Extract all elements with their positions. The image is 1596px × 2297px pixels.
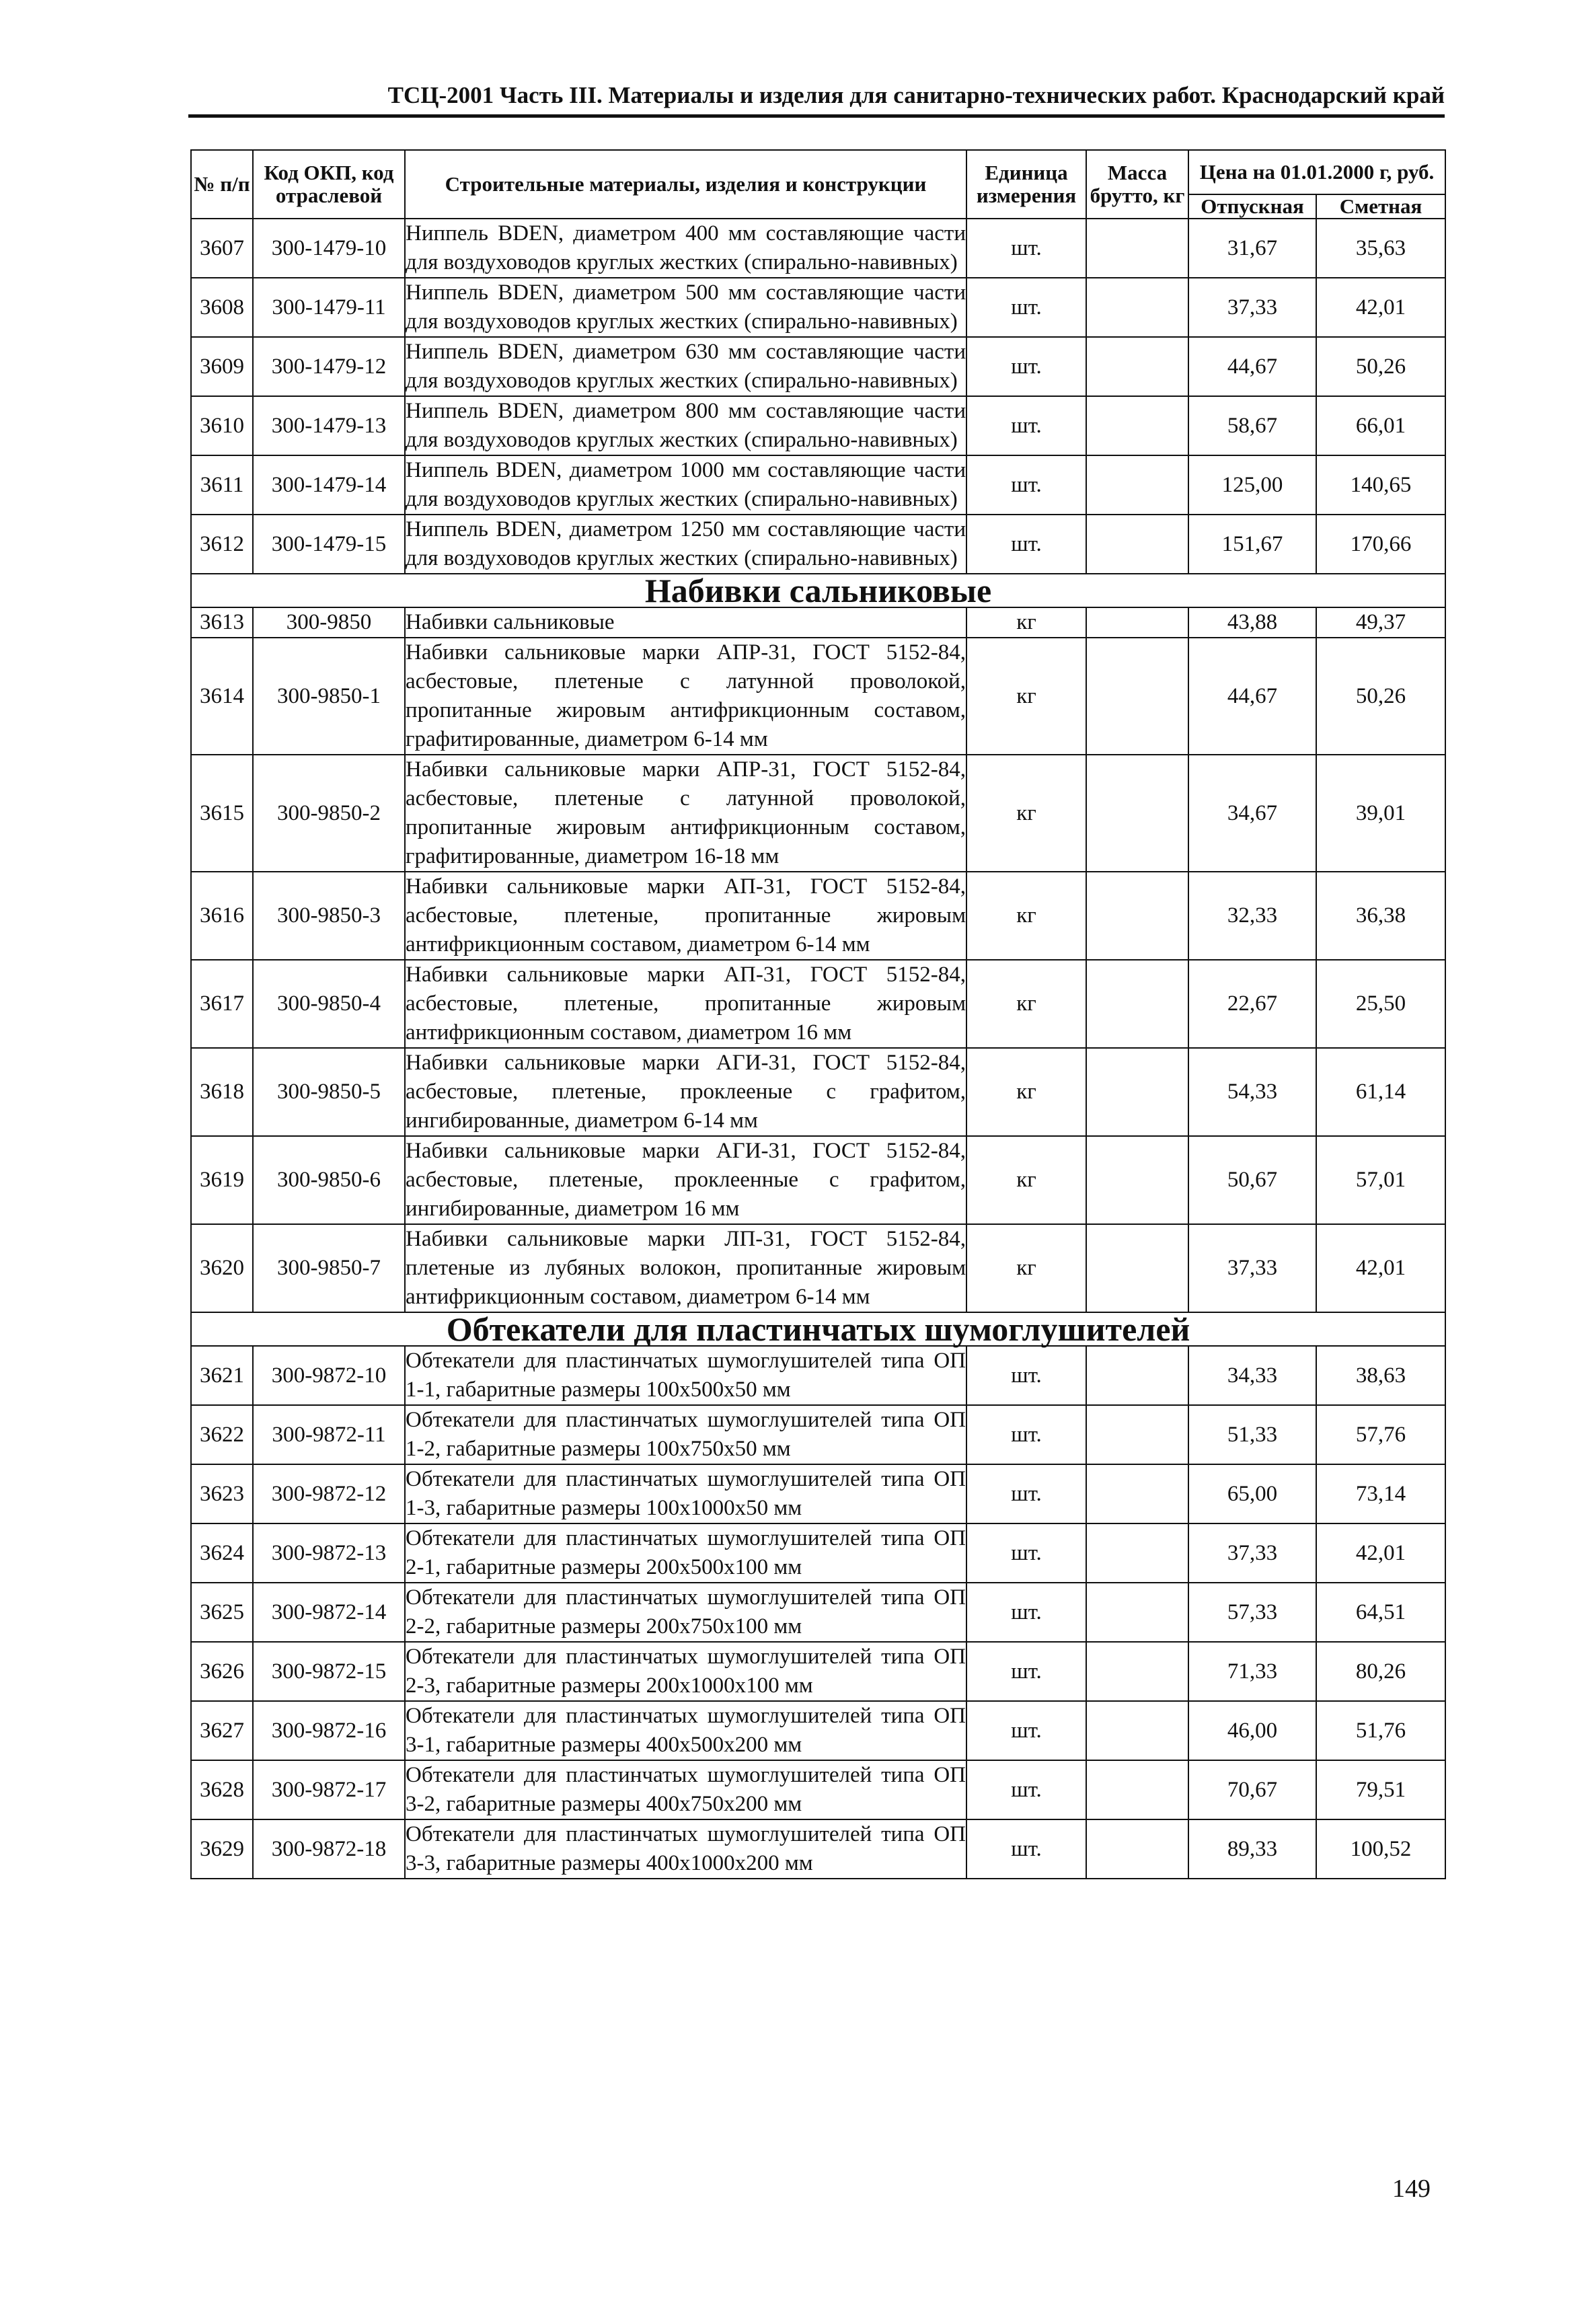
material-name: Набивки сальниковые марки АП-31, ГОСТ 5152-84, асбестовые, плетеные, пропитанные жировым антифрикционным составом, диаметром 16 мм (405, 960, 966, 1048)
table-row (191, 455, 1445, 515)
release-price: 151,67 (1188, 515, 1316, 574)
table-row (191, 1346, 1445, 1405)
release-price: 44,67 (1188, 337, 1316, 396)
material-name: Обтекатели для пластинчатых шумоглушителей типа ОП 2-3, габаритные размеры 200х1000х100 мм (405, 1642, 966, 1701)
table-row (191, 872, 1445, 960)
okp-code: 300-9872-12 (253, 1464, 405, 1523)
row-number: 3627 (191, 1701, 253, 1760)
section-title: Набивки сальниковые (191, 574, 1445, 607)
row-number: 3621 (191, 1346, 253, 1405)
estimate-price: 42,01 (1316, 1523, 1445, 1583)
material-name: Ниппель BDEN, диаметром 630 мм составляющие части для воздуховодов круглых жестких (спирально-навивных) (405, 337, 966, 396)
mass-cell (1086, 337, 1188, 396)
row-number: 3610 (191, 396, 253, 455)
row-number: 3608 (191, 278, 253, 337)
mass-cell (1086, 396, 1188, 455)
row-number: 3625 (191, 1583, 253, 1642)
release-price: 37,33 (1188, 278, 1316, 337)
col-header-release: Отпускная (1188, 194, 1316, 219)
mass-cell (1086, 872, 1188, 960)
mass-cell (1086, 1760, 1188, 1819)
estimate-price: 57,76 (1316, 1405, 1445, 1464)
release-price: 125,00 (1188, 455, 1316, 515)
mass-cell (1086, 1642, 1188, 1701)
okp-code: 300-9850-1 (253, 638, 405, 755)
table-row (191, 515, 1445, 574)
row-number: 3616 (191, 872, 253, 960)
release-price: 34,67 (1188, 755, 1316, 872)
table-row (191, 1642, 1445, 1701)
okp-code: 300-9872-16 (253, 1701, 405, 1760)
section-title: Обтекатели для пластинчатых шумоглушителей (191, 1312, 1445, 1346)
release-price: 65,00 (1188, 1464, 1316, 1523)
table-row (191, 1523, 1445, 1583)
release-price: 58,67 (1188, 396, 1316, 455)
okp-code: 300-1479-14 (253, 455, 405, 515)
okp-code: 300-9872-10 (253, 1346, 405, 1405)
row-number: 3628 (191, 1760, 253, 1819)
estimate-price: 61,14 (1316, 1048, 1445, 1136)
unit-cell: шт. (966, 337, 1086, 396)
okp-code: 300-9872-13 (253, 1523, 405, 1583)
release-price: 89,33 (1188, 1819, 1316, 1879)
mass-cell (1086, 1346, 1188, 1405)
release-price: 22,67 (1188, 960, 1316, 1048)
material-name: Обтекатели для пластинчатых шумоглушителей типа ОП 1-3, габаритные размеры 100х1000х50 мм (405, 1464, 966, 1523)
unit-cell: кг (966, 1224, 1086, 1312)
mass-cell (1086, 1583, 1188, 1642)
okp-code: 300-1479-13 (253, 396, 405, 455)
row-number: 3614 (191, 638, 253, 755)
col-header-mass: Масса брутто, кг (1086, 150, 1188, 219)
col-header-name: Строительные материалы, изделия и конструкции (405, 150, 966, 219)
estimate-price: 35,63 (1316, 219, 1445, 278)
material-name: Обтекатели для пластинчатых шумоглушителей типа ОП 3-2, габаритные размеры 400х750х200 мм (405, 1760, 966, 1819)
material-name: Обтекатели для пластинчатых шумоглушителей типа ОП 3-3, габаритные размеры 400х1000х200 мм (405, 1819, 966, 1879)
release-price: 70,67 (1188, 1760, 1316, 1819)
estimate-price: 79,51 (1316, 1760, 1445, 1819)
unit-cell: шт. (966, 1760, 1086, 1819)
material-name: Набивки сальниковые марки АГИ-31, ГОСТ 5152-84, асбестовые, плетеные, проклеенные с графитом, ингибированные, диаметром 16 мм (405, 1136, 966, 1224)
material-name: Набивки сальниковые (405, 607, 966, 638)
row-number: 3624 (191, 1523, 253, 1583)
material-name: Набивки сальниковые марки АП-31, ГОСТ 5152-84, асбестовые, плетеные, пропитанные жировым антифрикционным составом, диаметром 6-14 мм (405, 872, 966, 960)
row-number: 3607 (191, 219, 253, 278)
mass-cell (1086, 607, 1188, 638)
material-name: Ниппель BDEN, диаметром 400 мм составляющие части для воздуховодов круглых жестких (спирально-навивных) (405, 219, 966, 278)
estimate-price: 49,37 (1316, 607, 1445, 638)
release-price: 57,33 (1188, 1583, 1316, 1642)
row-number: 3622 (191, 1405, 253, 1464)
unit-cell: шт. (966, 515, 1086, 574)
material-name: Набивки сальниковые марки АПР-31, ГОСТ 5152-84, асбестовые, плетеные с латунной проволокой, пропитанные жировым антифрикционным составом, графитированные, диаметром 16-18 мм (405, 755, 966, 872)
table-row (191, 219, 1445, 278)
material-name: Набивки сальниковые марки АПР-31, ГОСТ 5152-84, асбестовые, плетеные с латунной проволокой, пропитанные жировым антифрикционным составом, графитированные, диаметром 6-14 мм (405, 638, 966, 755)
material-name: Набивки сальниковые марки АГИ-31, ГОСТ 5152-84, асбестовые, плетеные, проклееные с графитом, ингибированные, диаметром 6-14 мм (405, 1048, 966, 1136)
table-row (191, 1048, 1445, 1136)
material-name: Ниппель BDEN, диаметром 500 мм составляющие части для воздуховодов круглых жестких (спирально-навивных) (405, 278, 966, 337)
estimate-price: 39,01 (1316, 755, 1445, 872)
material-name: Обтекатели для пластинчатых шумоглушителей типа ОП 3-1, габаритные размеры 400х500х200 мм (405, 1701, 966, 1760)
section-header-row (191, 1312, 1445, 1346)
table-row (191, 755, 1445, 872)
table-row (191, 1136, 1445, 1224)
unit-cell: шт. (966, 1701, 1086, 1760)
okp-code: 300-9850-7 (253, 1224, 405, 1312)
table-row (191, 1583, 1445, 1642)
section-header-row (191, 574, 1445, 607)
okp-code: 300-9850-6 (253, 1136, 405, 1224)
unit-cell: шт. (966, 278, 1086, 337)
estimate-price: 80,26 (1316, 1642, 1445, 1701)
table-row (191, 1405, 1445, 1464)
material-name: Ниппель BDEN, диаметром 1250 мм составляющие части для воздуховодов круглых жестких (спирально-навивных) (405, 515, 966, 574)
okp-code: 300-1479-15 (253, 515, 405, 574)
unit-cell: шт. (966, 219, 1086, 278)
mass-cell (1086, 755, 1188, 872)
mass-cell (1086, 455, 1188, 515)
estimate-price: 66,01 (1316, 396, 1445, 455)
mass-cell (1086, 638, 1188, 755)
estimate-price: 140,65 (1316, 455, 1445, 515)
mass-cell (1086, 1136, 1188, 1224)
material-name: Обтекатели для пластинчатых шумоглушителей типа ОП 2-2, габаритные размеры 200х750х100 мм (405, 1583, 966, 1642)
material-name: Ниппель BDEN, диаметром 1000 мм составляющие части для воздуховодов круглых жестких (спирально-навивных) (405, 455, 966, 515)
unit-cell: шт. (966, 1819, 1086, 1879)
col-header-unit: Единица измерения (966, 150, 1086, 219)
unit-cell: кг (966, 755, 1086, 872)
mass-cell (1086, 1523, 1188, 1583)
unit-cell: шт. (966, 1464, 1086, 1523)
price-table (190, 149, 1446, 1879)
okp-code: 300-1479-12 (253, 337, 405, 396)
unit-cell: кг (966, 1048, 1086, 1136)
material-name: Ниппель BDEN, диаметром 800 мм составляющие части для воздуховодов круглых жестких (спирально-навивных) (405, 396, 966, 455)
estimate-price: 64,51 (1316, 1583, 1445, 1642)
release-price: 31,67 (1188, 219, 1316, 278)
release-price: 43,88 (1188, 607, 1316, 638)
estimate-price: 38,63 (1316, 1346, 1445, 1405)
unit-cell: кг (966, 638, 1086, 755)
mass-cell (1086, 960, 1188, 1048)
row-number: 3613 (191, 607, 253, 638)
estimate-price: 100,52 (1316, 1819, 1445, 1879)
row-number: 3619 (191, 1136, 253, 1224)
unit-cell: кг (966, 1136, 1086, 1224)
unit-cell: шт. (966, 1346, 1086, 1405)
okp-code: 300-9850-5 (253, 1048, 405, 1136)
release-price: 37,33 (1188, 1523, 1316, 1583)
okp-code: 300-9872-17 (253, 1760, 405, 1819)
release-price: 32,33 (1188, 872, 1316, 960)
mass-cell (1086, 1048, 1188, 1136)
material-name: Обтекатели для пластинчатых шумоглушителей типа ОП 2-1, габаритные размеры 200х500х100 мм (405, 1523, 966, 1583)
mass-cell (1086, 1405, 1188, 1464)
mass-cell (1086, 1464, 1188, 1523)
col-header-code: Код ОКП, код отраслевой (253, 150, 405, 219)
page-header: ТСЦ-2001 Часть III. Материалы и изделия для санитарно-технических работ. Краснодарский край (387, 82, 1445, 108)
table-row (191, 278, 1445, 337)
release-price: 44,67 (1188, 638, 1316, 755)
estimate-price: 73,14 (1316, 1464, 1445, 1523)
unit-cell: шт. (966, 1583, 1086, 1642)
table-body (191, 219, 1445, 1879)
header-rule (188, 114, 1445, 118)
estimate-price: 51,76 (1316, 1701, 1445, 1760)
material-name: Набивки сальниковые марки ЛП-31, ГОСТ 5152-84, плетеные из лубяных волокон, пропитанные жировым антифрикционным составом, диаметром 6-14 мм (405, 1224, 966, 1312)
okp-code: 300-9872-15 (253, 1642, 405, 1701)
okp-code: 300-1479-11 (253, 278, 405, 337)
row-number: 3611 (191, 455, 253, 515)
okp-code: 300-9850-3 (253, 872, 405, 960)
estimate-price: 50,26 (1316, 337, 1445, 396)
table-row (191, 638, 1445, 755)
release-price: 51,33 (1188, 1405, 1316, 1464)
release-price: 34,33 (1188, 1346, 1316, 1405)
mass-cell (1086, 515, 1188, 574)
estimate-price: 25,50 (1316, 960, 1445, 1048)
row-number: 3626 (191, 1642, 253, 1701)
table-row (191, 1464, 1445, 1523)
table-row (191, 1760, 1445, 1819)
table-row (191, 337, 1445, 396)
unit-cell: кг (966, 872, 1086, 960)
table-row (191, 396, 1445, 455)
unit-cell: шт. (966, 455, 1086, 515)
unit-cell: шт. (966, 1405, 1086, 1464)
table-row (191, 1701, 1445, 1760)
table-row (191, 1819, 1445, 1879)
mass-cell (1086, 1701, 1188, 1760)
estimate-price: 42,01 (1316, 1224, 1445, 1312)
table-row (191, 960, 1445, 1048)
estimate-price: 57,01 (1316, 1136, 1445, 1224)
table-row (191, 607, 1445, 638)
material-name: Обтекатели для пластинчатых шумоглушителей типа ОП 1-2, габаритные размеры 100х750х50 мм (405, 1405, 966, 1464)
row-number: 3617 (191, 960, 253, 1048)
col-header-no: № п/п (191, 150, 253, 219)
col-header-price: Цена на 01.01.2000 г, руб. (1188, 150, 1445, 194)
row-number: 3609 (191, 337, 253, 396)
estimate-price: 36,38 (1316, 872, 1445, 960)
okp-code: 300-9850-2 (253, 755, 405, 872)
mass-cell (1086, 1819, 1188, 1879)
okp-code: 300-9872-11 (253, 1405, 405, 1464)
unit-cell: кг (966, 607, 1086, 638)
mass-cell (1086, 1224, 1188, 1312)
estimate-price: 50,26 (1316, 638, 1445, 755)
row-number: 3618 (191, 1048, 253, 1136)
okp-code: 300-9850-4 (253, 960, 405, 1048)
unit-cell: кг (966, 960, 1086, 1048)
row-number: 3629 (191, 1819, 253, 1879)
mass-cell (1086, 278, 1188, 337)
okp-code: 300-1479-10 (253, 219, 405, 278)
row-number: 3612 (191, 515, 253, 574)
page-number: 149 (1392, 2175, 1431, 2203)
material-name: Обтекатели для пластинчатых шумоглушителей типа ОП 1-1, габаритные размеры 100х500х50 мм (405, 1346, 966, 1405)
okp-code: 300-9872-18 (253, 1819, 405, 1879)
release-price: 54,33 (1188, 1048, 1316, 1136)
release-price: 71,33 (1188, 1642, 1316, 1701)
estimate-price: 170,66 (1316, 515, 1445, 574)
unit-cell: шт. (966, 1642, 1086, 1701)
row-number: 3620 (191, 1224, 253, 1312)
estimate-price: 42,01 (1316, 278, 1445, 337)
release-price: 37,33 (1188, 1224, 1316, 1312)
release-price: 46,00 (1188, 1701, 1316, 1760)
col-header-estimate: Сметная (1316, 194, 1445, 219)
mass-cell (1086, 219, 1188, 278)
unit-cell: шт. (966, 1523, 1086, 1583)
okp-code: 300-9872-14 (253, 1583, 405, 1642)
row-number: 3623 (191, 1464, 253, 1523)
release-price: 50,67 (1188, 1136, 1316, 1224)
table-row (191, 1224, 1445, 1312)
row-number: 3615 (191, 755, 253, 872)
okp-code: 300-9850 (253, 607, 405, 638)
unit-cell: шт. (966, 396, 1086, 455)
